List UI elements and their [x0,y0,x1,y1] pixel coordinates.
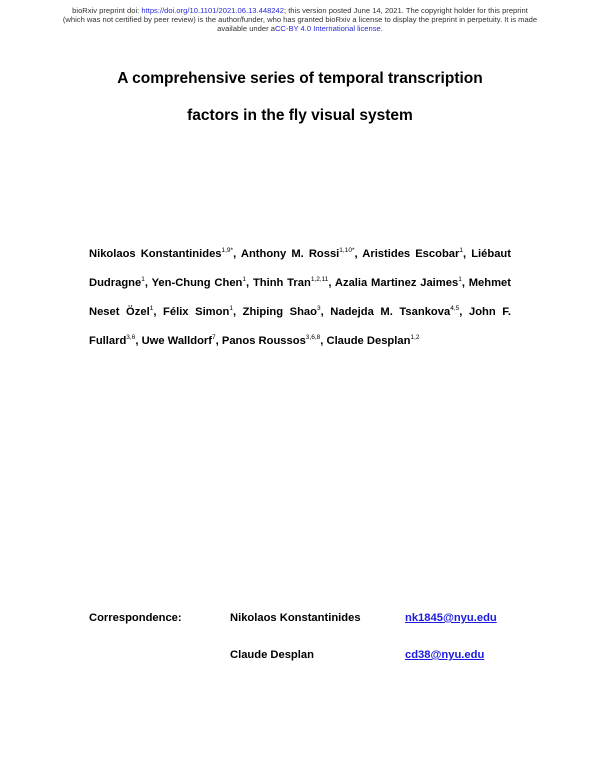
author [362,248,463,260]
author-name: Azalia Martinez Jaimes [334,277,459,289]
author-affiliation: 1 [242,276,247,283]
author-name: Nikolaos Konstantinides [89,248,222,260]
author-affiliation: 3 [316,305,321,312]
author-name: Anthony M. Rossi [240,248,340,260]
author [243,306,321,318]
author-affiliation: 4,5 [450,305,460,312]
contact-name-1: Nikolaos Konstantinides [230,612,361,624]
author-name: Claude Desplan [326,335,411,347]
doi-link[interactable]: https://doi.org/10.1101/2021.06.13.448242 [141,6,284,15]
author-list: Nikolaos Konstantinides$^{1,9*}$, Anthony M. Rossi$^{1,10*}$, Aristides Escobar$^1$, Liébaut Dudragne$^1$, Yen-Chung Chen$^1$, Thinh Tran$^{1,2,11}$, Azalia Martinez Jaimes$^1$, Mehmet Neset Özel$^1$, Félix Simon$^1$, Zhiping Shao$^3$, Nadejda M. Tsankova$^{4,5}$, John F. Fullard$^{3,6}$, Uwe Walldorf$^7$, Panos Roussos$^{3,6,8}$, Claude Desplan$^{1,2}$ [89,247,512,347]
author-name: Liébaut Dudragne [89,248,511,289]
author [89,248,233,260]
author-affiliation: 1 [459,247,463,254]
author-name: Yen-Chung Chen [151,277,243,289]
author [330,306,459,318]
author-affiliation: 1 [141,276,145,283]
author-name: Félix Simon [163,306,230,318]
title-line-2: factors in the fly visual system [187,107,413,124]
author [152,277,246,289]
author-affiliation: 1,10* [339,247,355,254]
author [241,248,355,260]
author-name: Aristides Escobar [362,248,460,260]
contact-email-1[interactable]: nk1845@nyu.edu [405,612,497,624]
header-line-3: available under aCC-BY 4.0 International license. [217,24,383,33]
author-name: John F. Fullard [89,306,511,347]
license-link[interactable]: CC-BY 4.0 International license [274,24,381,33]
title-line-1: A comprehensive series of temporal transcription [117,70,483,87]
contact-email-2[interactable]: cd38@nyu.edu [405,649,485,661]
author [142,335,216,347]
author-affiliation: 7 [212,334,216,341]
author-affiliation: 3,6,8 [305,334,321,341]
author-name: Uwe Walldorf [141,335,213,347]
author [222,335,320,347]
author-affiliation: 1 [149,305,154,312]
author-name: Zhiping Shao [242,306,317,318]
author-affiliation: 1,9* [221,247,234,254]
author-affiliation: 1 [458,276,462,283]
header-line-2: (which was not certified by peer review) is the author/funder, who has granted bioRxiv a license to display the preprint in perpetuity. It is made [62,15,538,24]
author-affiliation: 1,2 [410,334,420,341]
author-name: Panos Roussos [221,335,306,347]
author [163,306,233,318]
author-affiliation: 1 [229,305,233,312]
author-affiliation: 3,6 [126,334,136,341]
author [326,335,419,347]
contact-name-2: Claude Desplan [230,649,314,661]
author [335,277,462,289]
author-name: Thinh Tran [252,277,311,289]
header-line-1: bioRxiv preprint doi: https://doi.org/10.1101/2021.06.13.448242; this version posted June 14, 2021. The copyright holder for this preprint [72,6,528,15]
preprint-header [30,6,570,33]
correspondence-label: Correspondence: [89,612,182,624]
author-name: Mehmet Neset Özel [89,277,512,318]
author-affiliation: 1,2,11 [310,276,329,283]
author [253,277,328,289]
author-name: Nadejda M. Tsankova [330,306,451,318]
